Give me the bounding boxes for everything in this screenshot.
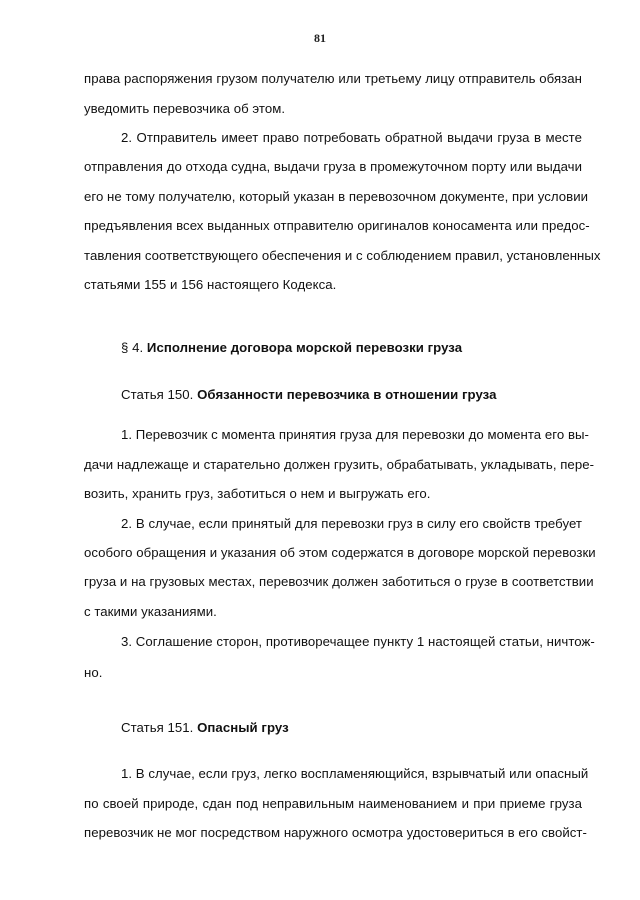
text-line: статьями 155 и 156 настоящего Кодекса. xyxy=(84,277,337,292)
text-line: 2. В случае, если принятый для перевозки груз в силу его свойств требует xyxy=(121,516,582,531)
section-number: § 4. xyxy=(121,340,147,355)
article-number: Статья 150. xyxy=(121,387,198,402)
text-line: по своей природе, сдан под неправильным наименованием и при приеме груза xyxy=(84,796,582,811)
text-line: возить, хранить груз, заботиться о нем и выгружать его. xyxy=(84,486,431,501)
text-line: права распоряжения грузом получателю или третьему лицу отправитель обязан xyxy=(84,71,582,86)
text-line: но. xyxy=(84,665,103,680)
text-line: уведомить перевозчика об этом. xyxy=(84,101,286,116)
article-title: Опасный груз xyxy=(197,720,289,735)
text-line: с такими указаниями. xyxy=(84,604,217,619)
article-heading xyxy=(121,720,289,736)
text-line: 3. Соглашение сторон, противоречащее пункту 1 настоящей статьи, ничтож- xyxy=(121,634,595,649)
text-line: 2. Отправитель имеет право потребовать обратной выдачи груза в месте xyxy=(121,130,582,145)
section-heading xyxy=(121,340,462,356)
page-number: 81 xyxy=(314,31,326,45)
text-line: перевозчик не мог посредством наружного осмотра удостовериться в его свойст- xyxy=(84,825,587,840)
text-line: его не тому получателю, который указан в перевозочном документе, при условии xyxy=(84,189,589,204)
text-line: отправления до отхода судна, выдачи груза в промежуточном порту или выдачи xyxy=(84,159,582,174)
text-line: особого обращения и указания об этом содержатся в договоре морской перевозки xyxy=(84,545,596,560)
text-line: предъявления всех выданных отправителю оригиналов коносамента или предос- xyxy=(84,218,590,233)
text-line: 1. Перевозчик с момента принятия груза для перевозки до момента его вы- xyxy=(121,427,589,442)
article-number: Статья 151. xyxy=(121,720,198,735)
text-line: тавления соответствующего обеспечения и с соблюдением правил, установленных xyxy=(84,248,601,263)
section-title: Исполнение договора морской перевозки груза xyxy=(146,340,463,355)
text-line: 1. В случае, если груз, легко воспламеняющийся, взрывчатый или опасный xyxy=(121,766,589,781)
text-line: груза и на грузовых местах, перевозчик должен заботиться о грузе в соответствии xyxy=(84,574,594,589)
article-title: Обязанности перевозчика в отношении груза xyxy=(197,387,497,402)
text-line: дачи надлежаще и старательно должен грузить, обрабатывать, укладывать, пере- xyxy=(84,457,595,472)
article-heading xyxy=(121,387,497,403)
